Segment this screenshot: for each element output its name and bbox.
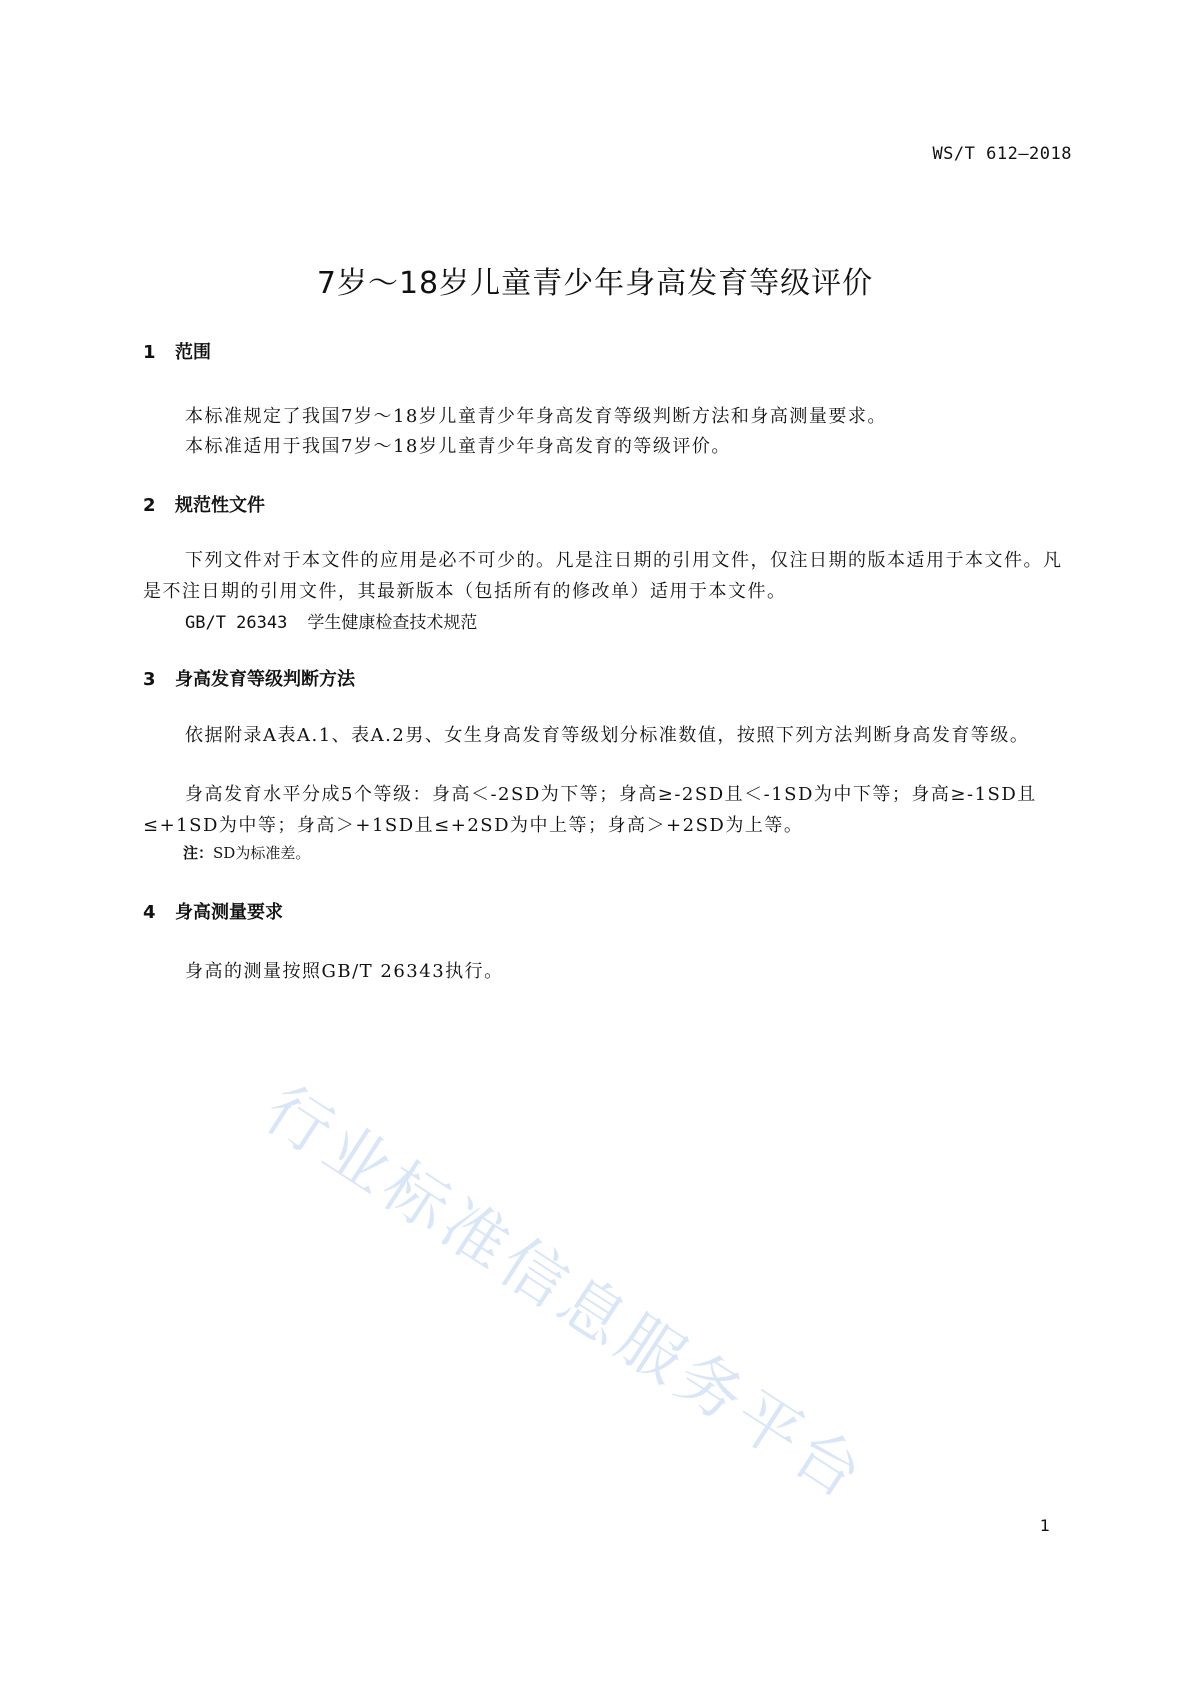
section-number: 1 [143,342,156,363]
standard-code: WS/T 612—2018 [932,144,1072,164]
section-3-heading [143,665,355,691]
section-number: 2 [143,495,156,516]
section-3-paragraph-1: 依据附录A表A.1、表A.2男、女生身高发育等级划分标准数值，按照下列方法判断身高发育等级。 [185,725,1030,746]
section-1-paragraph-1: 本标准规定了我国7岁～18岁儿童青少年身高发育等级判断方法和身高测量要求。 [185,406,887,427]
note-text: SD为标准差。 [213,844,311,862]
section-2-heading [143,491,265,517]
section-title: 规范性文件 [175,495,265,516]
section-number: 3 [143,669,156,690]
watermark: 行业标准信息服务平台 [251,1072,879,1516]
note [183,842,310,863]
section-number: 4 [143,902,156,923]
section-2-paragraph: 下列文件对于本文件的应用是必不可少的。凡是注日期的引用文件，仅注日期的版本适用于本文件。凡是不注日期的引用文件，其最新版本（包括所有的修改单）适用于本文件。 [143,550,1063,602]
section-1-heading [143,338,211,364]
section-4-paragraph: 身高的测量按照GB/T 26343执行。 [185,961,504,982]
normative-reference [185,608,477,633]
section-title: 范围 [175,342,211,363]
reference-name: 学生健康检查技术规范 [307,613,478,633]
reference-code: GB/T 26343 [185,613,288,633]
section-title: 身高发育等级判断方法 [175,669,355,690]
section-4-heading [143,898,283,924]
page-number: 1 [1039,1516,1050,1535]
section-1-paragraph-2: 本标准适用于我国7岁～18岁儿童青少年身高发育的等级评价。 [185,436,731,457]
note-label: 注： [183,844,214,862]
document-title: 7岁～18岁儿童青少年身高发育等级评价 [316,266,874,301]
section-3-paragraph-2: 身高发育水平分成5个等级：身高＜-2SD为下等；身高≥-2SD且＜-1SD为中下等；身高≥-1SD且≤+1SD为中等；身高＞+1SD且≤+2SD为中上等；身高＞+2SD为上等。 [143,784,1037,836]
section-title: 身高测量要求 [175,902,283,923]
